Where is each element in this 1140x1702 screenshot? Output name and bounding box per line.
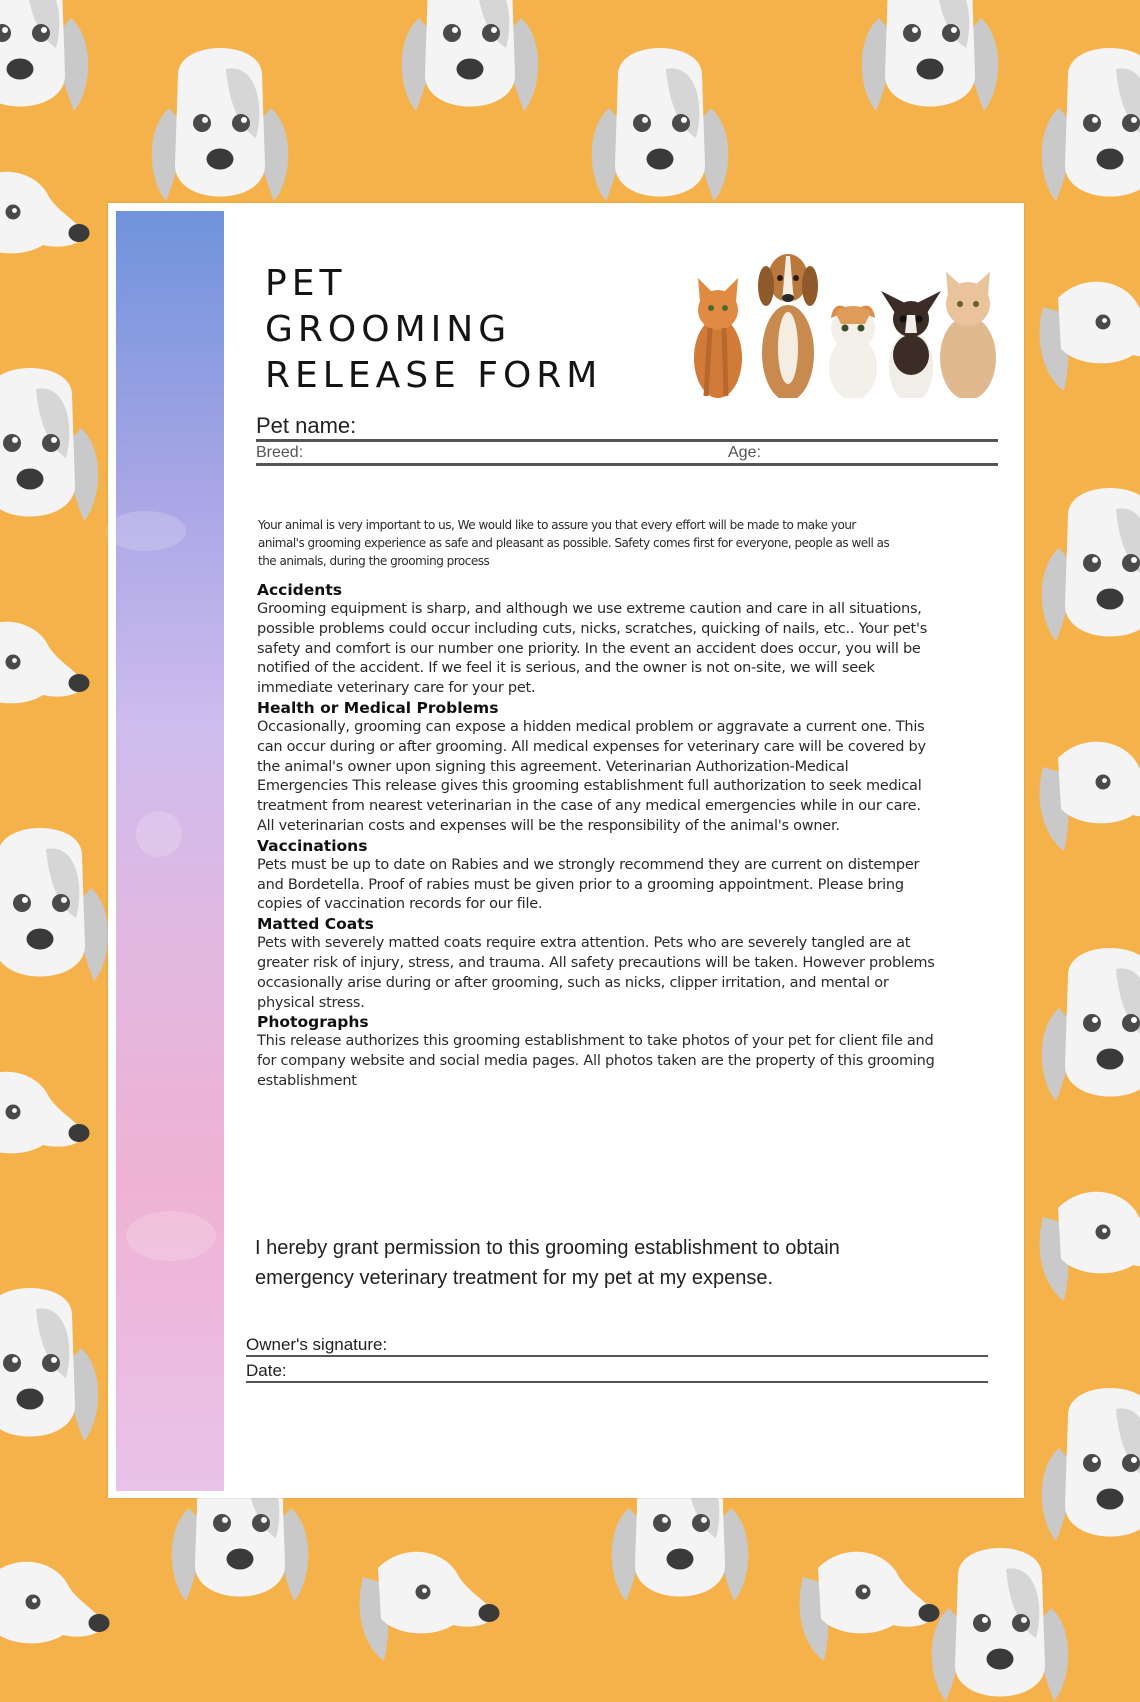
section-body-health: Occasionally, grooming can expose a hidden medical problem or aggravate a current one. This can occur during or after grooming. All medical expenses for veterinary care will be covered by the animal's owner upon signing this agreement. Veterinarian Authorization-Medical Emergencies This release gives this grooming establishment full authorization to seek medical treatment from nearest veterinarian in the case of any medical emergencies while in our care. All veterinarian costs and expenses will be the responsibility of the animal's owner.	[257, 718, 926, 834]
permission-statement: I hereby grant permission to this grooming establishment to obtain emergency veterinary treatment for my pet at my expense.	[255, 1237, 840, 1289]
section-body-photographs: This release authorizes this grooming establishment to take photos of your pet for client file and for company website and social media pages. All photos taken are the property of this grooming establishment	[257, 1033, 935, 1089]
section-heading-health: Health or Medical Problems	[257, 698, 499, 717]
policy-sections	[257, 581, 937, 1092]
section-body-matted-coats: Pets with severely matted coats require extra attention. Pets who are severely tangled are at greater risk of injury, stress, and trauma. All safety precautions will be taken. However problems occasionally arise during or after grooming, such as nicks, clipper irritation, and mental or physical stress.	[257, 935, 935, 1011]
title-line-1: PET	[265, 263, 347, 304]
section-heading-photographs: Photographs	[257, 1013, 369, 1032]
age-label: Age:	[728, 444, 761, 461]
intro-paragraph: Your animal is very important to us, We would like to assure you that every effort will be made to make your animal's grooming experience as safe and pleasant as possible. Safety comes first for everyone, people as well as the animals, during the grooming process	[258, 518, 890, 568]
section-heading-matted-coats: Matted Coats	[257, 915, 374, 934]
release-form-sheet	[108, 203, 1024, 1498]
section-heading-accidents: Accidents	[257, 581, 342, 599]
form-title	[265, 261, 602, 399]
pet-name-line[interactable]	[256, 439, 998, 442]
section-body-vaccinations: Pets must be up to date on Rabies and we strongly recommend they are current on distemper and Bordetella. Proof of rabies must be given prior to a grooming appointment. Please bring copies of vaccination records for our file.	[257, 856, 920, 913]
title-line-2: GROOMING	[265, 309, 512, 350]
date-label: Date:	[246, 1361, 287, 1380]
breed-age-line[interactable]	[256, 463, 998, 466]
section-heading-vaccinations: Vaccinations	[257, 836, 368, 855]
gradient-side-stripe	[116, 211, 224, 1491]
date-line[interactable]	[246, 1381, 988, 1383]
section-body-accidents: Grooming equipment is sharp, and although we use extreme caution and care in all situations, possible problems could occur including cuts, nicks, scratches, quicking of nails, etc.. Your pet's safety and comfort is our number one priority. In the event an accident does occur, you will be notified of the accident. If we feel it is serious, and the owner is not on-site, we will seek immediate veterinary care for your pet.	[257, 601, 928, 697]
pet-name-label: Pet name:	[256, 413, 357, 438]
owner-signature-line[interactable]	[246, 1355, 988, 1357]
title-line-3: RELEASE FORM	[265, 355, 603, 396]
owner-signature-label: Owner's signature:	[246, 1335, 388, 1354]
breed-label: Breed:	[256, 444, 304, 461]
cats-and-dogs-photo	[663, 218, 1003, 398]
